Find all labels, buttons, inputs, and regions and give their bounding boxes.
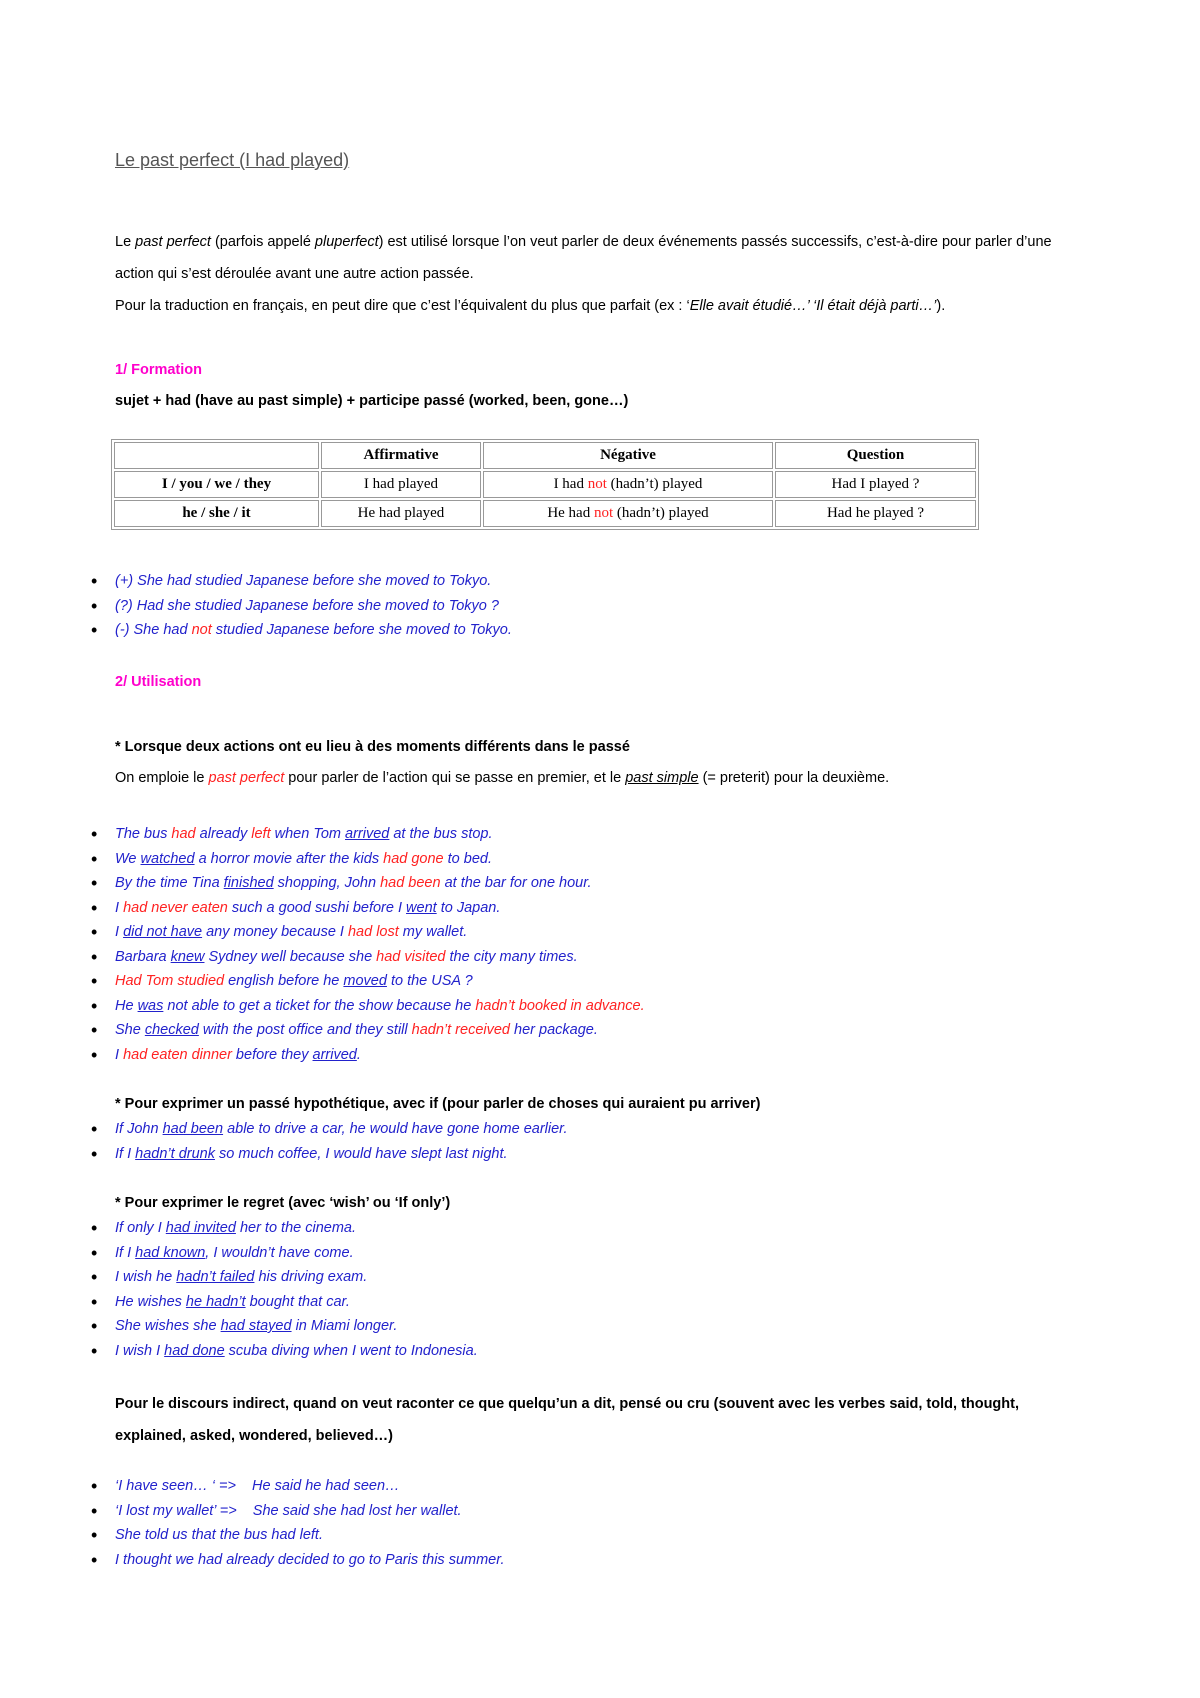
list-item: • I wish I had done scuba diving when I went to Indonesia. [115, 1339, 478, 1364]
list-item: • I thought we had already decided to go to Paris this summer. [115, 1548, 505, 1573]
table-row: I / you / we / they I had played I had not (hadn’t) played Had I played ? [114, 471, 976, 498]
intro-line-1: Le past perfect (parfois appelé pluperfect) est utilisé lorsque l’on veut parler de deux événements passés successifs, c’est-à-dire pour parler d’une action qui s’est déroulée avant une autre action passée. [115, 234, 1052, 282]
list-item: • We watched a horror movie after the kids had gone to bed. [115, 847, 645, 872]
usage-case-1-examples [85, 822, 645, 1067]
list-item: • By the time Tina finished shopping, John had been at the bar for one hour. [115, 871, 645, 896]
list-item: • ‘I have seen… ‘ => He said he had seen… [115, 1474, 505, 1499]
usage-case-1-heading: * Lorsque deux actions ont eu lieu à des moments différents dans le passé [115, 739, 630, 755]
usage-case-3-examples [85, 1216, 478, 1363]
list-item: • She checked with the post office and they still hadn’t received her package. [115, 1018, 645, 1043]
list-item: • (+) She had studied Japanese before she moved to Tokyo. [115, 569, 512, 594]
table-row: he / she / it He had played He had not (hadn’t) played Had he played ? [114, 500, 976, 527]
list-item: • I did not have any money because I had lost my wallet. [115, 920, 645, 945]
usage-case-4-heading: Pour le discours indirect, quand on veut raconter ce que quelqu’un a dit, pensé ou cru (souvent avec les verbes said, told, thought, explained, asked, wondered, believed…) [115, 1396, 1019, 1444]
list-item: • If John had been able to drive a car, he would have gone home earlier. [115, 1117, 568, 1142]
table-header-row: Affirmative Négative Question [114, 442, 976, 469]
list-item: • I had never eaten such a good sushi before I went to Japan. [115, 896, 645, 921]
formation-rule: sujet + had (have au past simple) + participe passé (worked, been, gone…) [115, 393, 629, 409]
page-title: Le past perfect (I had played) [115, 150, 350, 170]
formation-examples [85, 569, 512, 643]
list-item: • She wishes she had stayed in Miami longer. [115, 1314, 478, 1339]
list-item: • ‘I lost my wallet’ => She said she had lost her wallet. [115, 1499, 505, 1524]
list-item: • He was not able to get a ticket for the show because he hadn’t booked in advance. [115, 994, 645, 1019]
usage-case-2-heading: * Pour exprimer un passé hypothétique, avec if (pour parler de choses qui auraient pu arriver) [115, 1096, 761, 1112]
usage-case-3-heading: * Pour exprimer le regret (avec ‘wish’ ou ‘If only’) [115, 1195, 451, 1211]
usage-case-2-examples [85, 1117, 568, 1166]
list-item: • If only I had invited her to the cinema. [115, 1216, 478, 1241]
list-item: • Had Tom studied english before he moved to the USA ? [115, 969, 645, 994]
list-item: • He wishes he hadn’t bought that car. [115, 1290, 478, 1315]
list-item: • The bus had already left when Tom arrived at the bus stop. [115, 822, 645, 847]
conjugation-table [111, 439, 979, 530]
section-heading-formation: 1/ Formation [115, 362, 203, 378]
usage-case-1-description: On emploie le past perfect pour parler de l’action qui se passe en premier, et le past simple (= preterit) pour la deuxième. [115, 770, 890, 786]
usage-case-4-examples [85, 1474, 505, 1572]
intro-line-2: Pour la traduction en français, en peut dire que c’est l’équivalent du plus que parfait (ex : ‘Elle avait étudié…’ ‘Il était déjà parti…’). [115, 298, 946, 314]
list-item: • (?) Had she studied Japanese before she moved to Tokyo ? [115, 594, 512, 619]
list-item: • If I had known, I wouldn’t have come. [115, 1241, 478, 1266]
list-item: • I wish he hadn’t failed his driving exam. [115, 1265, 478, 1290]
list-item: • She told us that the bus had left. [115, 1523, 505, 1548]
list-item: • (-) She had not studied Japanese before she moved to Tokyo. [115, 618, 512, 643]
section-heading-utilisation: 2/ Utilisation [115, 674, 202, 690]
list-item: • Barbara knew Sydney well because she had visited the city many times. [115, 945, 645, 970]
list-item: • If I hadn’t drunk so much coffee, I would have slept last night. [115, 1142, 568, 1167]
intro-paragraph [115, 226, 1075, 322]
list-item: • I had eaten dinner before they arrived. [115, 1043, 645, 1068]
